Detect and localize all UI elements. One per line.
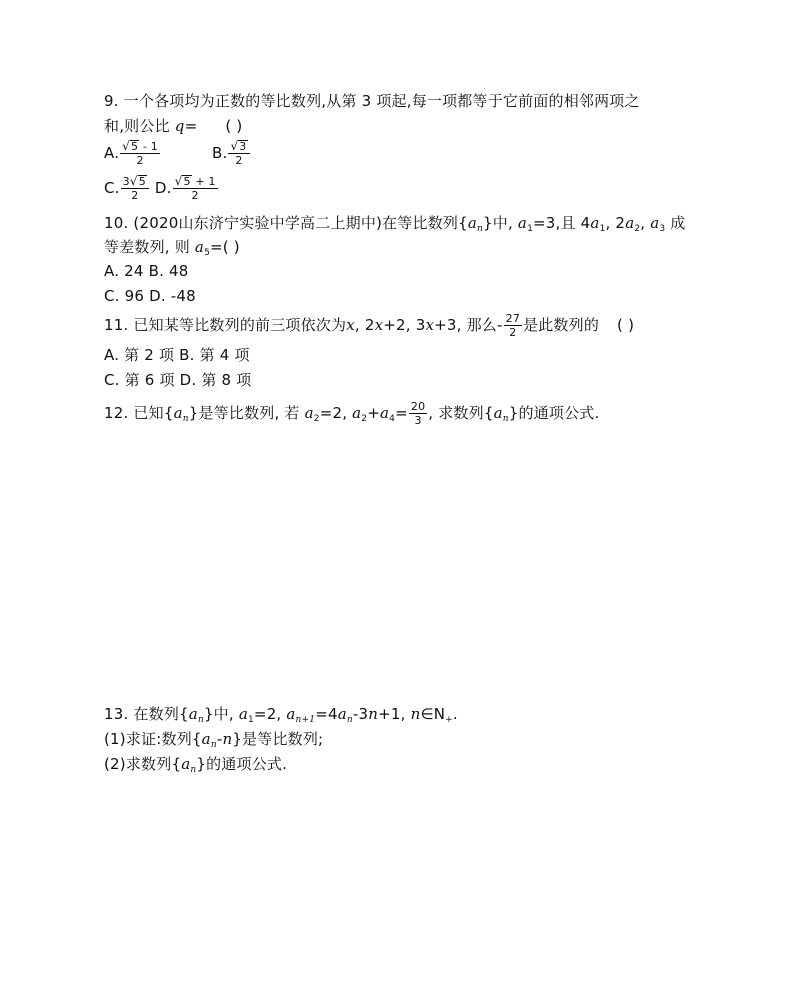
- q13-part1: (1)求证:数列$\{a_n-n\}$是等比数列;: [104, 730, 324, 750]
- q9-option-c[interactable]: C. $\frac{3√5}{2}$: [104, 175, 150, 202]
- q10-stem-line1: 10. (2020山东济宁实验中学高二上期中)在等比数列$\{a_n\}$中, $a_1=3$,且 $4a_1$, $2a_2$, $a_3$ 成: [104, 214, 686, 234]
- q12-stem: 12. 已知$\{a_n\}$是等比数列, 若 $a_2=2$, $a_2+a_4=$ $\frac{20}{3}$ , 求数列$\{a_n\}$的通项公式.: [104, 400, 600, 427]
- answer-paren[interactable]: =( ): [210, 238, 240, 256]
- q9-option-b-fraction: $\frac{√3}{2}$: [228, 140, 249, 167]
- q10-options-row1[interactable]: A. 24 B. 48: [104, 262, 189, 280]
- answer-paren[interactable]: ( ): [617, 316, 635, 334]
- q9-option-a[interactable]: A. $\frac{√5 - 1}{2}$: [104, 139, 158, 167]
- q9-options-row2: [104, 175, 219, 202]
- q9-stem-line2: 和,则公比 q= ( ): [104, 117, 243, 135]
- q13-part2: (2)求数列$\{a_n\}$的通项公式.: [104, 755, 288, 775]
- q9-option-a-fraction: $\frac{√5 - 1}{2}$: [122, 139, 158, 167]
- q9-line1-text: 9. 一个各项均为正数的等比数列,从第 3 项起,每一项都等于它前面的相邻两项之: [104, 92, 640, 110]
- q11-options-row1[interactable]: A. 第 2 项 B. 第 4 项: [104, 346, 250, 364]
- q13-stem: 13. 在数列$\{a_n\}$中, $a_1=2$, $a_{n+1}=4a_n-3n+1$, $n\in N_+$.: [104, 705, 458, 725]
- q11-stem-line1: 11. 已知某等比数列的前三项依次为x, 2x+2, 3x+3, 那么- $\frac{27}{2}$ 是此数列的 ( ): [104, 312, 635, 339]
- q9-option-d[interactable]: D. $\frac{√5 + 1}{2}$: [154, 174, 216, 202]
- q9-option-c-fraction: $\frac{3√5}{2}$: [121, 175, 149, 202]
- q9-options-row1: [104, 140, 251, 167]
- q11-options-row2[interactable]: C. 第 6 项 D. 第 8 项: [104, 371, 252, 389]
- q10-stem-line2: 等差数列, 则 $a_5=$( ): [104, 238, 240, 258]
- q12-fraction: $\frac{20}{3}$: [410, 400, 426, 427]
- answer-paren[interactable]: ( ): [225, 117, 243, 135]
- q11-fraction: $\frac{27}{2}$: [505, 312, 521, 339]
- q9-option-d-fraction: $\frac{√5 + 1}{2}$: [174, 174, 216, 202]
- q9-stem-line1: [104, 91, 640, 111]
- q9-option-b[interactable]: B. $\frac{√3}{2}$: [212, 140, 251, 167]
- q10-options-row2[interactable]: C. 96 D. -48: [104, 287, 196, 305]
